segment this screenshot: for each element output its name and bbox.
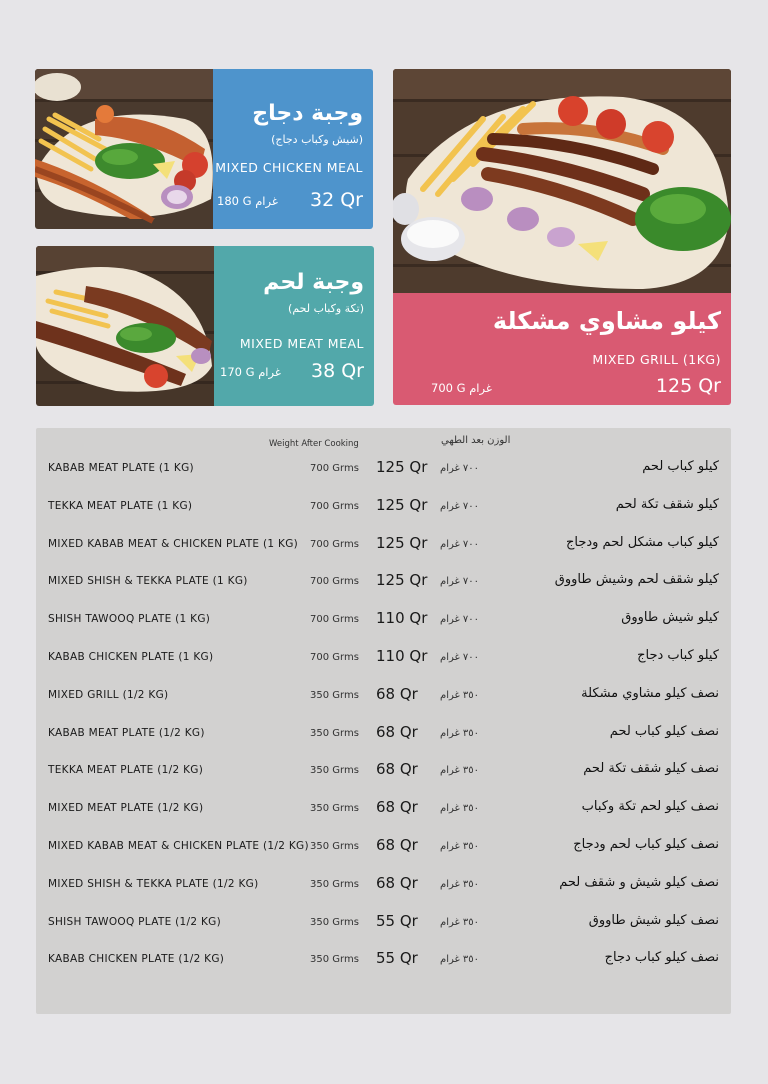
chicken-meal-name-en: MIXED CHICKEN MEAL [215, 160, 363, 175]
item-name-ar: نصف كيلو كباب دجاج [604, 950, 719, 966]
table-row [36, 647, 731, 689]
meat-meal-card [36, 246, 374, 406]
table-row [36, 873, 731, 916]
item-name-ar: نصف كيلو لحم تكة وكباب [581, 799, 719, 815]
meat-meal-photo [36, 246, 214, 406]
item-weight: 350 Grms [310, 765, 359, 777]
item-name-en: TEKKA MEAT PLATE (1 KG) [48, 499, 193, 512]
table-row [36, 760, 731, 802]
item-weight-ar: ٣٥٠ غرام [440, 916, 480, 928]
item-price: 68 Qr [376, 836, 418, 854]
item-name-ar: نصف كيلو كباب لحم [609, 723, 719, 739]
item-price: 68 Qr [376, 760, 418, 779]
item-weight-ar: ٧٠٠ غرام [440, 576, 480, 588]
item-price: 125 Qr [376, 533, 428, 552]
table-row [36, 911, 731, 954]
item-price: 110 Qr [376, 609, 428, 628]
table-row [36, 684, 731, 727]
item-price: 68 Qr [376, 798, 418, 817]
meat-meal-title-ar: وجبة لحم [263, 270, 364, 295]
table-row [36, 571, 731, 613]
item-weight: 350 Grms [310, 916, 359, 928]
item-weight-ar: ٧٠٠ غرام [440, 614, 480, 626]
item-name-en: MIXED SHISH & TEKKA PLATE (1 KG) [48, 575, 248, 588]
chicken-meal-panel [213, 69, 373, 229]
item-name-en: SHISH TAWOOQ PLATE (1/2 KG) [48, 915, 222, 928]
item-weight: 350 Grms [310, 841, 359, 852]
item-name-ar: كيلو شقف لحم وشيش طاووق [554, 572, 719, 588]
item-price: 68 Qr [376, 684, 418, 703]
item-weight: 350 Grms [310, 727, 359, 739]
table-row [36, 458, 731, 500]
mixed-grill-price: 125 Qr [655, 375, 721, 397]
item-weight-ar: ٣٥٠ غرام [440, 765, 480, 777]
item-name-en: MIXED MEAT PLATE (1/2 KG) [48, 802, 204, 815]
table-row [36, 609, 731, 651]
item-name-ar: نصف كيلو شقف تكة لحم [583, 761, 719, 777]
item-price: 125 Qr [376, 571, 428, 590]
mixed-grill-weight: 700 G غرام [431, 381, 492, 395]
item-weight-ar: ٣٥٠ غرام [440, 689, 480, 701]
header-weight-en: Weight After Cooking [269, 439, 359, 449]
item-name-en: MIXED SHISH & TEKKA PLATE (1/2 KG) [48, 877, 259, 890]
item-name-ar: نصف كيلو مشاوي مشكلة [581, 685, 719, 701]
item-weight-ar: ٣٥٠ غرام [440, 954, 480, 966]
item-weight: 700 Grms [310, 614, 359, 626]
item-weight-ar: ٣٥٠ غرام [440, 803, 480, 815]
item-name-ar: نصف كيلو كباب لحم ودجاج [573, 837, 719, 852]
item-weight: 350 Grms [310, 878, 359, 890]
item-name-en: KABAB CHICKEN PLATE (1 KG) [48, 651, 214, 663]
item-name-en: TEKKA MEAT PLATE (1/2 KG) [48, 764, 204, 777]
item-weight: 700 Grms [310, 500, 359, 512]
header-weight-ar: الوزن بعد الطهي [441, 435, 511, 446]
mixed-grill-name-en: MIXED GRILL (1KG) [592, 352, 721, 367]
item-price: 55 Qr [376, 949, 418, 968]
item-weight-ar: ٧٠٠ غرام [440, 538, 480, 550]
table-row [36, 533, 731, 576]
item-name-ar: كيلو كباب لحم [642, 459, 719, 474]
item-weight-ar: ٧٠٠ غرام [440, 463, 480, 474]
mixed-grill-title-ar: كيلو مشاوي مشكلة [492, 307, 721, 335]
item-price: 55 Qr [376, 911, 418, 930]
chicken-meal-weight: 180 G غرام [217, 194, 278, 208]
item-name-ar: كيلو كباب مشكل لحم ودجاج [565, 534, 719, 550]
mixed-grill-panel [393, 293, 731, 405]
item-name-en: MIXED KABAB MEAT & CHICKEN PLATE (1/2 KG) [48, 840, 309, 852]
item-price: 125 Qr [376, 495, 428, 514]
meat-meal-price: 38 Qr [311, 360, 364, 382]
table-row [36, 949, 731, 991]
item-weight: 700 Grms [310, 652, 359, 663]
table-row [36, 798, 731, 840]
item-weight: 350 Grms [310, 689, 359, 701]
item-weight: 350 Grms [310, 954, 359, 966]
chicken-meal-photo [35, 69, 213, 229]
item-name-en: KABAB MEAT PLATE (1/2 KG) [48, 726, 205, 739]
item-price: 110 Qr [376, 647, 428, 665]
chicken-meal-subtitle-ar: (شيش وكباب دجاج) [271, 133, 363, 146]
item-weight-ar: ٣٥٠ غرام [440, 878, 480, 890]
table-row [36, 495, 731, 538]
item-weight: 350 Grms [310, 803, 359, 815]
item-name-en: MIXED GRILL (1/2 KG) [48, 688, 169, 701]
item-name-ar: كيلو شقف تكة لحم [615, 496, 719, 512]
item-weight: 700 Grms [310, 576, 359, 588]
meat-meal-subtitle-ar: (تكة وكباب لحم) [288, 302, 364, 315]
item-weight-ar: ٣٥٠ غرام [440, 841, 480, 852]
item-price: 125 Qr [376, 458, 428, 476]
meat-meal-name-en: MIXED MEAT MEAL [239, 336, 364, 351]
item-name-ar: نصف كيلو شيش و شقف لحم [559, 874, 719, 890]
meat-meal-panel [214, 246, 374, 406]
item-name-ar: كيلو كباب دجاج [637, 648, 719, 663]
mixed-grill-card [393, 69, 731, 405]
item-name-ar: نصف كيلو شيش طاووق [588, 912, 719, 928]
chicken-meal-title-ar: وجبة دجاج [252, 101, 363, 126]
item-price: 68 Qr [376, 873, 418, 892]
item-name-ar: كيلو شيش طاووق [621, 610, 719, 626]
table-row [36, 836, 731, 878]
price-table [36, 428, 731, 1014]
item-name-en: KABAB CHICKEN PLATE (1/2 KG) [48, 953, 225, 966]
item-weight-ar: ٣٥٠ غرام [440, 727, 480, 739]
item-weight-ar: ٧٠٠ غرام [440, 652, 480, 663]
item-price: 68 Qr [376, 722, 418, 741]
chicken-meal-card [35, 69, 373, 229]
chicken-meal-price: 32 Qr [310, 189, 363, 211]
item-name-en: KABAB MEAT PLATE (1 KG) [48, 462, 194, 474]
table-row [36, 722, 731, 765]
meat-meal-weight: 170 G غرام [220, 365, 281, 379]
item-weight-ar: ٧٠٠ غرام [440, 500, 480, 512]
item-weight: 700 Grms [310, 538, 359, 550]
item-weight: 700 Grms [310, 463, 359, 474]
item-name-en: SHISH TAWOOQ PLATE (1 KG) [48, 613, 211, 626]
item-name-en: MIXED KABAB MEAT & CHICKEN PLATE (1 KG) [48, 537, 299, 550]
mixed-grill-photo [393, 69, 731, 293]
